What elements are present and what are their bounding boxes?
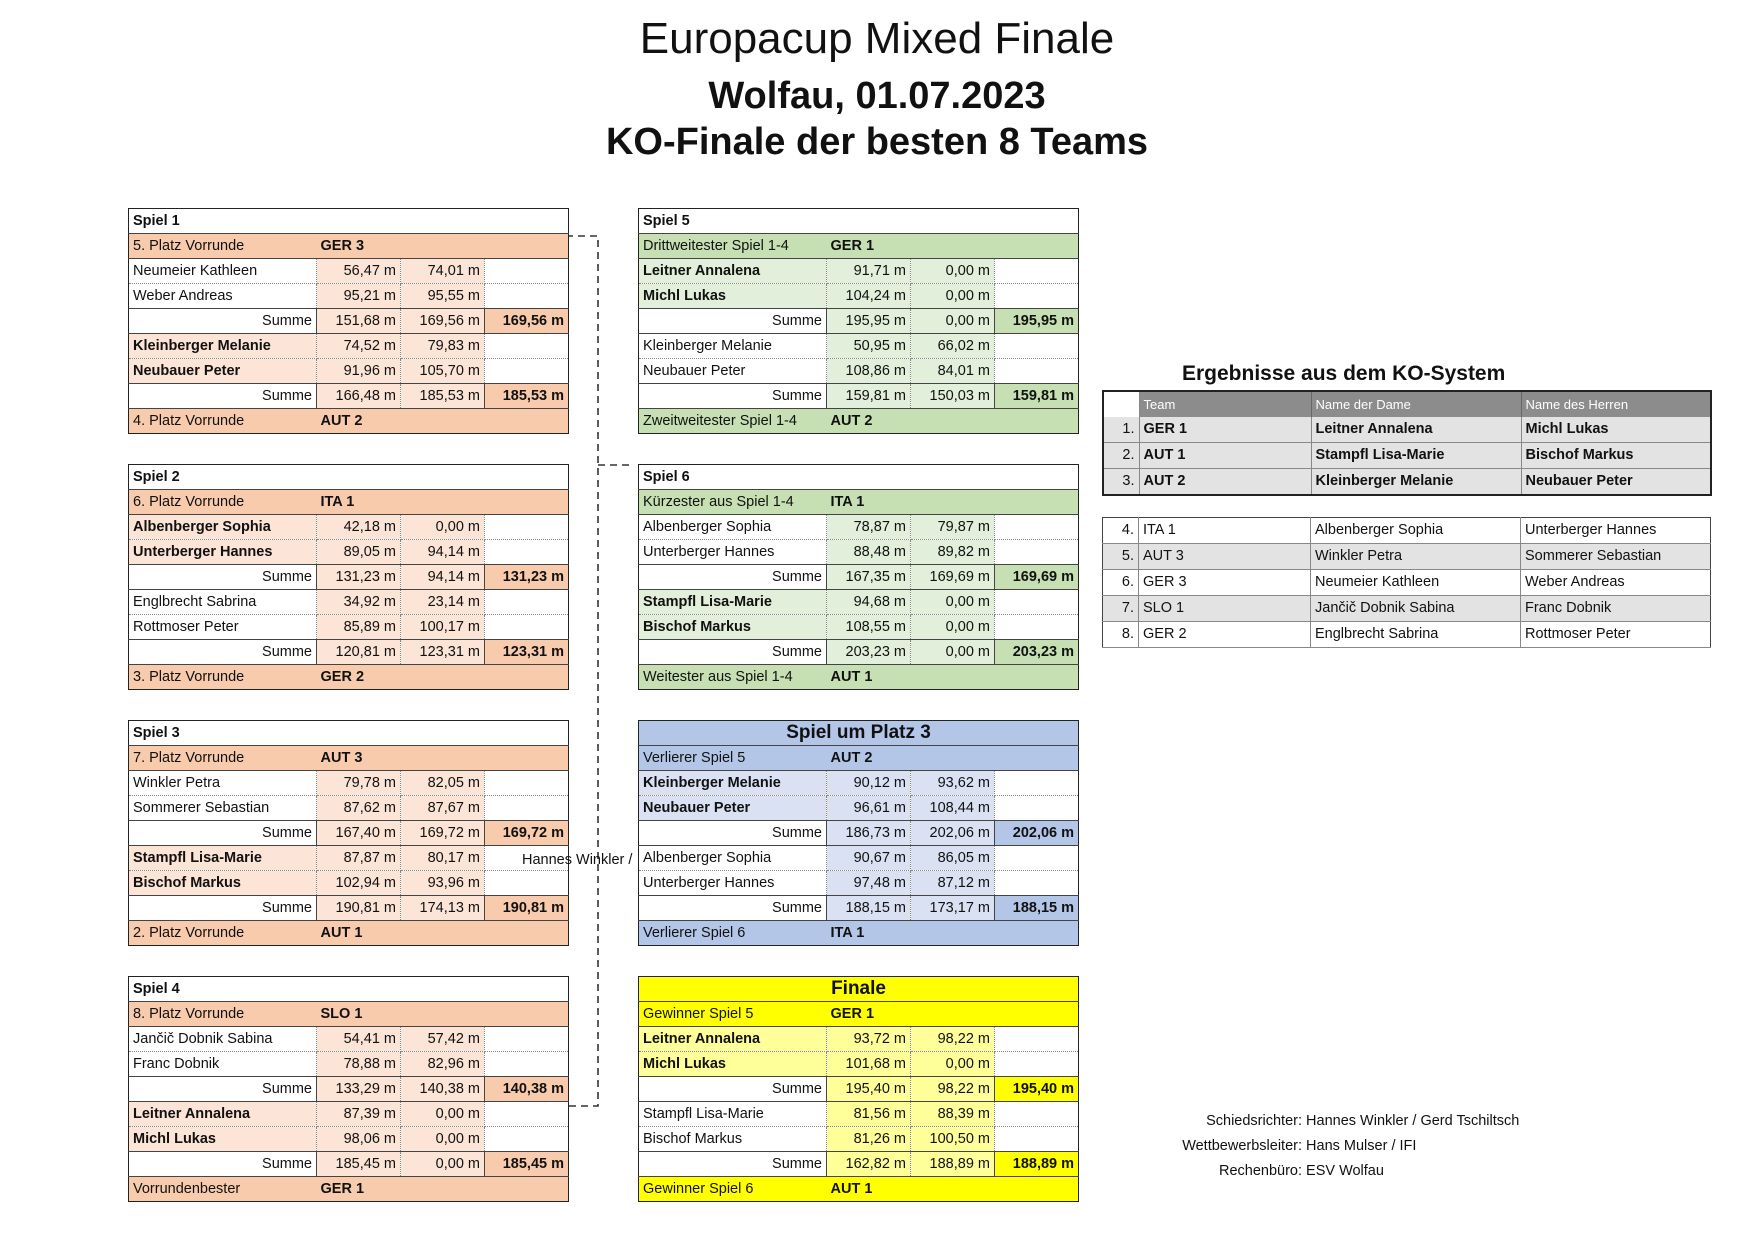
- throw-2: 93,62 m: [911, 771, 995, 796]
- athlete-name: Michl Lukas: [639, 1052, 827, 1077]
- athlete-name: Bischof Markus: [639, 615, 827, 640]
- ko-rank: 2.: [1103, 443, 1139, 469]
- throw-2: 0,00 m: [911, 259, 995, 284]
- team-total: 202,06 m: [995, 821, 1079, 846]
- throw-2: 87,12 m: [911, 871, 995, 896]
- ko-rank: 1.: [1103, 417, 1139, 443]
- ko-man: Neubauer Peter: [1525, 473, 1633, 489]
- sum-round-2: 202,06 m: [911, 821, 995, 846]
- sum-round-2: 0,00 m: [911, 640, 995, 665]
- ko-results-table: [1102, 390, 1712, 496]
- team-slot-label: Kürzester aus Spiel 1-4: [643, 494, 794, 510]
- ko-lady: Albenberger Sophia: [1311, 518, 1521, 544]
- athlete-name: Neumeier Kathleen: [129, 259, 317, 284]
- game-title: Finale: [639, 977, 1079, 1002]
- throw-1: 90,12 m: [827, 771, 911, 796]
- game-title: Spiel 6: [639, 465, 1079, 490]
- team-total: 203,23 m: [995, 640, 1079, 665]
- athlete-name: Michl Lukas: [639, 284, 827, 309]
- sum-label: Summe: [129, 309, 317, 334]
- team-slot-label: Weitester aus Spiel 1-4: [643, 669, 793, 685]
- game-g5: [638, 208, 1079, 434]
- throw-1: 78,88 m: [317, 1052, 401, 1077]
- official-name: Hannes Winkler / Gerd Tschiltsch: [1306, 1113, 1520, 1129]
- athlete-name: Weber Andreas: [129, 284, 317, 309]
- overlay-text: Hannes Winkler /: [522, 852, 633, 868]
- empty-cell: [995, 796, 1079, 821]
- empty-cell: [995, 540, 1079, 565]
- sum-round-2: 140,38 m: [401, 1077, 485, 1102]
- ko-lady: Winkler Petra: [1311, 544, 1521, 570]
- ko-team: GER 3: [1139, 570, 1311, 596]
- empty-cell: [485, 590, 569, 615]
- team-total: 140,38 m: [485, 1077, 569, 1102]
- throw-1: 90,67 m: [827, 846, 911, 871]
- throw-2: 0,00 m: [911, 615, 995, 640]
- official-row: [1172, 1159, 1519, 1184]
- sum-round-2: 174,13 m: [401, 896, 485, 921]
- team-slot-label: 8. Platz Vorrunde: [133, 1006, 245, 1022]
- ko-rank: 7.: [1103, 596, 1139, 622]
- throw-2: 0,00 m: [911, 1052, 995, 1077]
- ko-lady: Kleinberger Melanie: [1311, 469, 1521, 496]
- team-slot-label: Verlierer Spiel 5: [643, 750, 746, 766]
- empty-cell: [995, 846, 1079, 871]
- throw-1: 88,48 m: [827, 540, 911, 565]
- athlete-name: Stampfl Lisa-Marie: [639, 590, 827, 615]
- throw-1: 87,39 m: [317, 1102, 401, 1127]
- athlete-name: Winkler Petra: [129, 771, 317, 796]
- athlete-name: Stampfl Lisa-Marie: [129, 846, 317, 871]
- throw-1: 78,87 m: [827, 515, 911, 540]
- ko-man: Sommerer Sebastian: [1525, 548, 1662, 564]
- sum-round-1: 186,73 m: [827, 821, 911, 846]
- throw-2: 86,05 m: [911, 846, 995, 871]
- team-slot-label: 2. Platz Vorrunde: [133, 925, 245, 941]
- empty-cell: [995, 334, 1079, 359]
- sum-round-1: 131,23 m: [317, 565, 401, 590]
- sum-round-1: 167,40 m: [317, 821, 401, 846]
- ko-team: AUT 1: [1139, 443, 1311, 469]
- sum-label: Summe: [129, 1077, 317, 1102]
- athlete-name: Kleinberger Melanie: [129, 334, 317, 359]
- throw-2: 100,50 m: [911, 1127, 995, 1152]
- sum-round-1: 195,40 m: [827, 1077, 911, 1102]
- sum-round-2: 98,22 m: [911, 1077, 995, 1102]
- sum-label: Summe: [129, 896, 317, 921]
- athlete-name: Bischof Markus: [129, 871, 317, 896]
- team-slot-label: Gewinner Spiel 6: [643, 1181, 754, 1197]
- ko-lady: Neumeier Kathleen: [1311, 570, 1521, 596]
- sum-round-1: 133,29 m: [317, 1077, 401, 1102]
- official-role: Wettbewerbsleiter:: [1182, 1138, 1302, 1154]
- game-g3: [128, 720, 569, 946]
- throw-1: 91,71 m: [827, 259, 911, 284]
- team-total: 185,53 m: [485, 384, 569, 409]
- sum-round-2: 173,17 m: [911, 896, 995, 921]
- team-total: 188,89 m: [995, 1152, 1079, 1177]
- throw-1: 102,94 m: [317, 871, 401, 896]
- empty-cell: [995, 871, 1079, 896]
- athlete-name: Leitner Annalena: [639, 1027, 827, 1052]
- sum-round-2: 123,31 m: [401, 640, 485, 665]
- athlete-name: Kleinberger Melanie: [639, 334, 827, 359]
- empty-cell: [995, 1102, 1079, 1127]
- team-total: 188,15 m: [995, 896, 1079, 921]
- athlete-name: Englbrecht Sabrina: [129, 590, 317, 615]
- team-code: GER 1: [830, 238, 875, 254]
- sum-round-2: 169,72 m: [401, 821, 485, 846]
- throw-1: 81,56 m: [827, 1102, 911, 1127]
- throw-1: 87,62 m: [317, 796, 401, 821]
- empty-cell: [995, 1027, 1079, 1052]
- team-code: ITA 1: [320, 494, 355, 510]
- team-code: AUT 1: [830, 669, 873, 685]
- empty-cell: [485, 871, 569, 896]
- team-slot-label: 5. Platz Vorrunde: [133, 238, 245, 254]
- throw-1: 91,96 m: [317, 359, 401, 384]
- sum-label: Summe: [129, 565, 317, 590]
- athlete-name: Leitner Annalena: [639, 259, 827, 284]
- throw-1: 79,78 m: [317, 771, 401, 796]
- game-g4: [128, 976, 569, 1202]
- throw-2: 0,00 m: [911, 284, 995, 309]
- athlete-name: Michl Lukas: [129, 1127, 317, 1152]
- athlete-name: Albenberger Sophia: [129, 515, 317, 540]
- throw-1: 98,06 m: [317, 1127, 401, 1152]
- official-role: Schiedsrichter:: [1206, 1113, 1302, 1129]
- throw-1: 97,48 m: [827, 871, 911, 896]
- throw-1: 101,68 m: [827, 1052, 911, 1077]
- throw-2: 82,05 m: [401, 771, 485, 796]
- throw-2: 57,42 m: [401, 1027, 485, 1052]
- game-title: Spiel um Platz 3: [639, 721, 1079, 746]
- empty-cell: [995, 284, 1079, 309]
- athlete-name: Rottmoser Peter: [129, 615, 317, 640]
- athlete-name: Sommerer Sebastian: [129, 796, 317, 821]
- sum-label: Summe: [129, 384, 317, 409]
- empty-cell: [995, 1052, 1079, 1077]
- sum-round-1: 120,81 m: [317, 640, 401, 665]
- ko-lady: Leitner Annalena: [1311, 417, 1521, 443]
- ko-col-team: Team: [1139, 391, 1311, 417]
- athlete-name: Unterberger Hannes: [639, 540, 827, 565]
- sum-round-1: 195,95 m: [827, 309, 911, 334]
- empty-cell: [995, 359, 1079, 384]
- athlete-name: Neubauer Peter: [129, 359, 317, 384]
- game-title: Spiel 4: [129, 977, 569, 1002]
- team-code: AUT 3: [320, 750, 363, 766]
- team-code: GER 1: [830, 1006, 875, 1022]
- sum-round-2: 150,03 m: [911, 384, 995, 409]
- game-g7: [638, 720, 1079, 946]
- athlete-name: Jančič Dobnik Sabina: [129, 1027, 317, 1052]
- ko-team: GER 2: [1139, 622, 1311, 648]
- ko-col-rank: [1103, 391, 1139, 417]
- athlete-name: Stampfl Lisa-Marie: [639, 1102, 827, 1127]
- throw-2: 93,96 m: [401, 871, 485, 896]
- empty-cell: [485, 796, 569, 821]
- team-slot-label: Drittweitester Spiel 1-4: [643, 238, 789, 254]
- team-code: AUT 2: [830, 413, 873, 429]
- team-code: GER 1: [320, 1181, 365, 1197]
- throw-2: 74,01 m: [401, 259, 485, 284]
- throw-1: 108,86 m: [827, 359, 911, 384]
- throw-2: 23,14 m: [401, 590, 485, 615]
- team-total: 169,56 m: [485, 309, 569, 334]
- empty-cell: [485, 259, 569, 284]
- sum-label: Summe: [639, 640, 827, 665]
- throw-2: 0,00 m: [401, 1127, 485, 1152]
- sum-round-2: 0,00 m: [911, 309, 995, 334]
- athlete-name: Leitner Annalena: [129, 1102, 317, 1127]
- team-slot-label: 3. Platz Vorrunde: [133, 669, 245, 685]
- athlete-name: Unterberger Hannes: [639, 871, 827, 896]
- sum-label: Summe: [129, 640, 317, 665]
- ko-team: ITA 1: [1139, 518, 1311, 544]
- team-total: 195,40 m: [995, 1077, 1079, 1102]
- empty-cell: [995, 615, 1079, 640]
- sum-round-2: 94,14 m: [401, 565, 485, 590]
- sum-round-1: 162,82 m: [827, 1152, 911, 1177]
- ko-rank: 8.: [1103, 622, 1139, 648]
- sum-round-2: 169,69 m: [911, 565, 995, 590]
- round-title: KO-Finale der besten 8 Teams: [605, 121, 1149, 163]
- game-title: Spiel 2: [129, 465, 569, 490]
- sum-round-1: 167,35 m: [827, 565, 911, 590]
- throw-2: 66,02 m: [911, 334, 995, 359]
- sum-label: Summe: [639, 1077, 827, 1102]
- team-total: 195,95 m: [995, 309, 1079, 334]
- throw-1: 81,26 m: [827, 1127, 911, 1152]
- ko-rank: 4.: [1103, 518, 1139, 544]
- throw-2: 98,22 m: [911, 1027, 995, 1052]
- sum-round-1: 166,48 m: [317, 384, 401, 409]
- team-total: 185,45 m: [485, 1152, 569, 1177]
- sum-label: Summe: [639, 1152, 827, 1177]
- team-total: 190,81 m: [485, 896, 569, 921]
- sum-round-1: 190,81 m: [317, 896, 401, 921]
- empty-cell: [995, 590, 1079, 615]
- empty-cell: [485, 1052, 569, 1077]
- ko-col-man: Name des Herren: [1525, 397, 1629, 412]
- athlete-name: Albenberger Sophia: [639, 846, 827, 871]
- empty-cell: [485, 1127, 569, 1152]
- throw-1: 42,18 m: [317, 515, 401, 540]
- ko-team: AUT 3: [1139, 544, 1311, 570]
- ko-results-rest: [1102, 517, 1711, 648]
- official-role: Rechenbüro:: [1218, 1163, 1302, 1179]
- throw-1: 87,87 m: [317, 846, 401, 871]
- game-g6: [638, 464, 1079, 690]
- throw-2: 100,17 m: [401, 615, 485, 640]
- ko-man: Weber Andreas: [1525, 574, 1625, 590]
- throw-1: 85,89 m: [317, 615, 401, 640]
- throw-2: 89,82 m: [911, 540, 995, 565]
- official-name: Hans Mulser / IFI: [1306, 1138, 1417, 1154]
- throw-2: 95,55 m: [401, 284, 485, 309]
- empty-cell: [485, 1027, 569, 1052]
- sum-label: Summe: [639, 565, 827, 590]
- empty-cell: [485, 615, 569, 640]
- empty-cell: [995, 259, 1079, 284]
- ko-man: Michl Lukas: [1525, 421, 1609, 437]
- game-title: Spiel 3: [129, 721, 569, 746]
- athlete-name: Franc Dobnik: [129, 1052, 317, 1077]
- team-code: ITA 1: [830, 494, 865, 510]
- ko-man: Franc Dobnik: [1525, 600, 1612, 616]
- throw-1: 34,92 m: [317, 590, 401, 615]
- sum-label: Summe: [639, 821, 827, 846]
- team-slot-label: 4. Platz Vorrunde: [133, 413, 245, 429]
- team-slot-label: Zweitweitester Spiel 1-4: [643, 413, 797, 429]
- throw-2: 105,70 m: [401, 359, 485, 384]
- official-name: ESV Wolfau: [1306, 1163, 1384, 1179]
- game-g2: [128, 464, 569, 690]
- team-total: 131,23 m: [485, 565, 569, 590]
- team-slot-label: 6. Platz Vorrunde: [133, 494, 245, 510]
- sum-round-2: 188,89 m: [911, 1152, 995, 1177]
- empty-cell: [485, 284, 569, 309]
- ko-results-title: Ergebnisse aus dem KO-System: [1182, 362, 1506, 385]
- team-slot-label: Verlierer Spiel 6: [643, 925, 746, 941]
- throw-1: 93,72 m: [827, 1027, 911, 1052]
- sum-round-1: 151,68 m: [317, 309, 401, 334]
- ko-team: AUT 2: [1139, 469, 1311, 496]
- throw-2: 79,87 m: [911, 515, 995, 540]
- ko-lady: Englbrecht Sabrina: [1311, 622, 1521, 648]
- team-slot-label: 7. Platz Vorrunde: [133, 750, 245, 766]
- ko-rank: 3.: [1103, 469, 1139, 496]
- empty-cell: [485, 359, 569, 384]
- throw-2: 0,00 m: [911, 590, 995, 615]
- ko-man: Bischof Markus: [1525, 447, 1634, 463]
- throw-1: 104,24 m: [827, 284, 911, 309]
- empty-cell: [485, 771, 569, 796]
- throw-2: 88,39 m: [911, 1102, 995, 1127]
- sum-round-2: 169,56 m: [401, 309, 485, 334]
- empty-cell: [485, 540, 569, 565]
- sum-label: Summe: [639, 309, 827, 334]
- empty-cell: [485, 334, 569, 359]
- official-row: [1172, 1134, 1519, 1159]
- game-g1: [128, 208, 569, 434]
- throw-1: 108,55 m: [827, 615, 911, 640]
- throw-2: 108,44 m: [911, 796, 995, 821]
- throw-1: 94,68 m: [827, 590, 911, 615]
- team-code: AUT 2: [830, 750, 873, 766]
- game-g8: [638, 976, 1079, 1202]
- sum-label: Summe: [129, 821, 317, 846]
- throw-2: 82,96 m: [401, 1052, 485, 1077]
- throw-1: 50,95 m: [827, 334, 911, 359]
- game-title: Spiel 1: [129, 209, 569, 234]
- team-code: SLO 1: [320, 1006, 363, 1022]
- ko-man: Rottmoser Peter: [1525, 626, 1631, 642]
- athlete-name: Kleinberger Melanie: [639, 771, 827, 796]
- sum-label: Summe: [639, 896, 827, 921]
- officials: [1172, 1109, 1519, 1184]
- team-code: GER 2: [320, 669, 365, 685]
- athlete-name: Albenberger Sophia: [639, 515, 827, 540]
- athlete-name: Neubauer Peter: [639, 359, 827, 384]
- empty-cell: [995, 515, 1079, 540]
- throw-1: 95,21 m: [317, 284, 401, 309]
- sum-round-1: 185,45 m: [317, 1152, 401, 1177]
- ko-lady: Jančič Dobnik Sabina: [1311, 596, 1521, 622]
- sum-round-1: 159,81 m: [827, 384, 911, 409]
- sum-round-1: 203,23 m: [827, 640, 911, 665]
- team-code: ITA 1: [830, 925, 865, 941]
- ko-col-lady: Name der Dame: [1311, 391, 1521, 417]
- throw-1: 89,05 m: [317, 540, 401, 565]
- empty-cell: [485, 1102, 569, 1127]
- throw-1: 54,41 m: [317, 1027, 401, 1052]
- ko-rank: 5.: [1103, 544, 1139, 570]
- athlete-name: Bischof Markus: [639, 1127, 827, 1152]
- sum-label: Summe: [129, 1152, 317, 1177]
- event-location-date: Wolfau, 01.07.2023: [708, 75, 1046, 117]
- ko-rank: 6.: [1103, 570, 1139, 596]
- throw-2: 0,00 m: [401, 515, 485, 540]
- throw-2: 94,14 m: [401, 540, 485, 565]
- empty-cell: [995, 771, 1079, 796]
- ko-team: GER 1: [1139, 417, 1311, 443]
- throw-2: 80,17 m: [401, 846, 485, 871]
- team-code: AUT 1: [830, 1181, 873, 1197]
- team-total: 123,31 m: [485, 640, 569, 665]
- team-total: 159,81 m: [995, 384, 1079, 409]
- throw-2: 0,00 m: [401, 1102, 485, 1127]
- ko-lady: Stampfl Lisa-Marie: [1311, 443, 1521, 469]
- empty-cell: [995, 1127, 1079, 1152]
- team-code: AUT 1: [320, 925, 363, 941]
- throw-2: 87,67 m: [401, 796, 485, 821]
- game-title: Spiel 5: [639, 209, 1079, 234]
- official-row: [1172, 1109, 1519, 1134]
- ko-man: Unterberger Hannes: [1525, 522, 1657, 538]
- athlete-name: Unterberger Hannes: [129, 540, 317, 565]
- team-code: GER 3: [320, 238, 365, 254]
- team-code: AUT 2: [320, 413, 363, 429]
- throw-2: 84,01 m: [911, 359, 995, 384]
- throw-2: 79,83 m: [401, 334, 485, 359]
- sum-round-1: 188,15 m: [827, 896, 911, 921]
- athlete-name: Neubauer Peter: [639, 796, 827, 821]
- sum-round-2: 185,53 m: [401, 384, 485, 409]
- team-total: 169,69 m: [995, 565, 1079, 590]
- sum-round-2: 0,00 m: [401, 1152, 485, 1177]
- team-slot-label: Gewinner Spiel 5: [643, 1006, 754, 1022]
- team-total: 169,72 m: [485, 821, 569, 846]
- throw-1: 56,47 m: [317, 259, 401, 284]
- team-slot-label: Vorrundenbester: [133, 1181, 241, 1197]
- empty-cell: [485, 515, 569, 540]
- event-title: Europacup Mixed Finale: [639, 14, 1115, 63]
- sum-label: Summe: [639, 384, 827, 409]
- throw-1: 74,52 m: [317, 334, 401, 359]
- ko-team: SLO 1: [1139, 596, 1311, 622]
- throw-1: 96,61 m: [827, 796, 911, 821]
